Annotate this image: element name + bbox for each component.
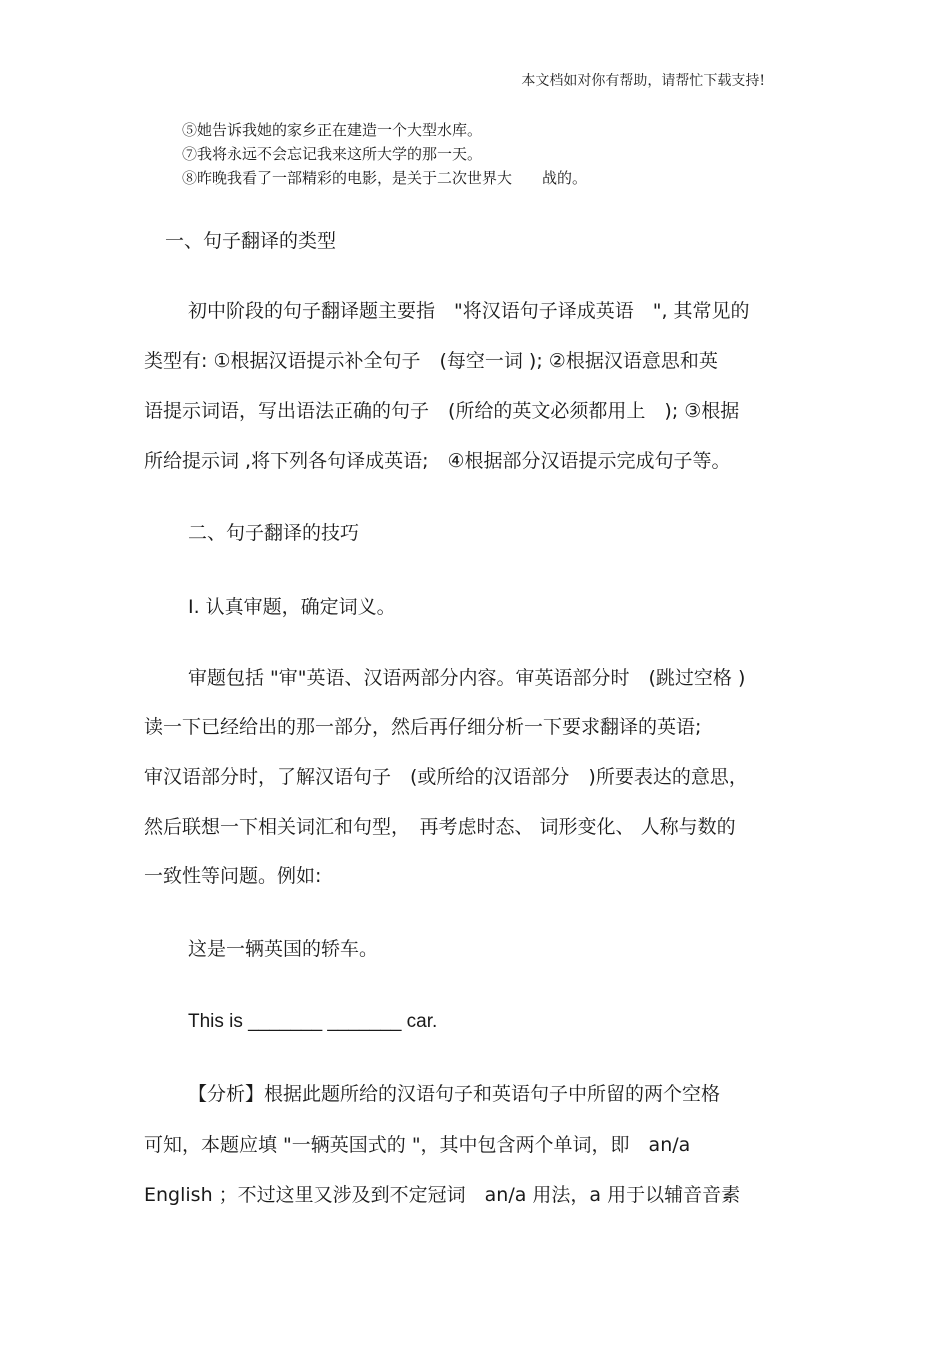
section-2-para-line: 审汉语部分时，了解汉语句子 (或所给的汉语部分 )所要表达的意思， <box>144 766 748 788</box>
section-2-para-line: 然后联想一下相关词汇和句型， 再考虑时态、 词形变化、 人称与数的 <box>144 816 736 838</box>
section-2-para-line: 一致性等问题。例如: <box>144 865 322 887</box>
section-1-para-line: 语提示词语，写出语法正确的句子 (所给的英文必须都用上 ); ③根据 <box>144 400 740 422</box>
analysis-line: 可知，本题应填 "一辆英国式的 "，其中包含两个单词，即 an/a <box>144 1134 691 1156</box>
section-2-para-line: 审题包括 "审"英语、汉语两部分内容。审英语部分时 (跳过空格 ) <box>188 667 746 689</box>
section-1-para-line: 初中阶段的句子翻译题主要指 "将汉语句子译成英语 ", 其常见的 <box>188 300 750 322</box>
example-sentence-5: ⑤她告诉我她的家乡正在建造一个大型水库。 <box>182 121 483 139</box>
section-1-heading: 一、句子翻译的类型 <box>165 230 337 252</box>
analysis-line: English ；不过这里又涉及到不定冠词 an/a 用法，a 用于以辅音音素 <box>144 1184 741 1206</box>
example-english-sentence: This is _______ _______ car. <box>188 1011 438 1032</box>
example-chinese-sentence: 这是一辆英国的轿车。 <box>188 938 379 960</box>
section-1-para-line: 所给提示词 ,将下列各句译成英语; ④根据部分汉语提示完成句子等。 <box>144 450 731 472</box>
example-sentence-7: ⑦我将永远不会忘记我来这所大学的那一天。 <box>182 145 483 163</box>
header-note: 本文档如对你有帮助，请帮忙下载支持! <box>521 73 765 89</box>
section-2-heading: 二、句子翻译的技巧 <box>188 522 360 544</box>
section-1-para-line: 类型有: ①根据汉语提示补全句子 (每空一词 ); ②根据汉语意思和英 <box>144 350 718 372</box>
analysis-line: 【分析】根据此题所给的汉语句子和英语句子中所留的两个空格 <box>188 1083 721 1105</box>
section-2-sub-heading: I. 认真审题，确定词义。 <box>188 596 396 618</box>
example-sentence-8: ⑧昨晚我看了一部精彩的电影，是关于二次世界大 战的。 <box>182 169 588 187</box>
section-2-para-line: 读一下已经给出的那一部分，然后再仔细分析一下要求翻译的英语; <box>144 716 702 738</box>
example-sentence-list <box>182 118 587 190</box>
